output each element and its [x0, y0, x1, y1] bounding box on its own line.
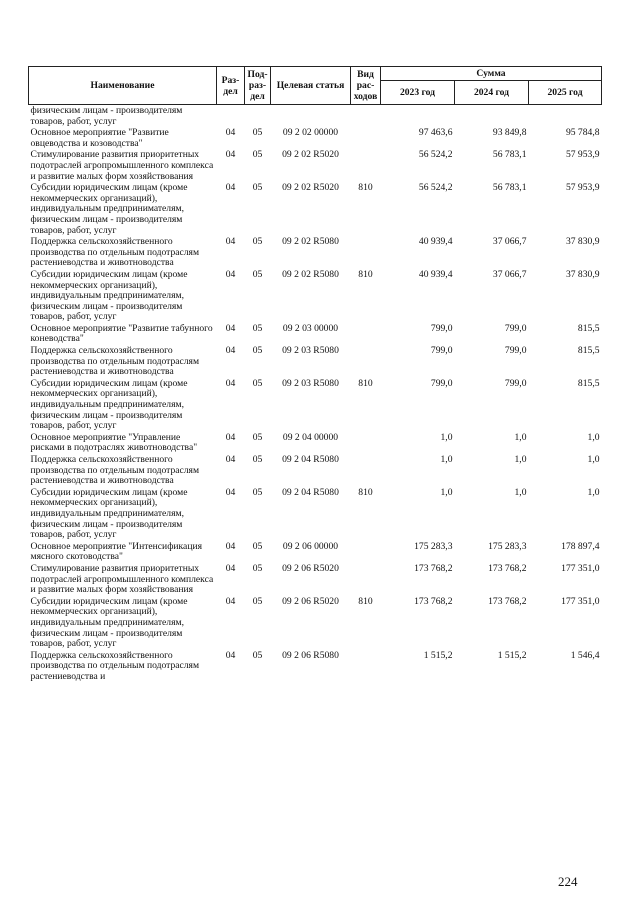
row-podrazdel: 05	[252, 127, 263, 139]
table-row	[29, 563, 602, 596]
row-sum-2024	[455, 105, 529, 128]
row-vid	[351, 323, 381, 345]
row-podrazdel: 05	[252, 454, 263, 465]
row-razdel	[217, 105, 245, 128]
row-name: Поддержка сельскохозяйственного производства по отдельным подотраслям растениеводства и животноводства	[30, 236, 200, 269]
row-vid	[351, 432, 381, 454]
row-sum-2024: 1,0	[514, 431, 527, 443]
row-sum-2025: 1,0	[587, 486, 600, 498]
row-vid	[351, 345, 381, 378]
table-row	[29, 454, 602, 487]
row-podrazdel: 05	[252, 236, 263, 248]
row-sum-2023: 1,0	[440, 454, 453, 465]
row-podrazdel: 05	[252, 322, 263, 334]
row-sum-2024: 799,0	[504, 322, 527, 334]
table-row	[29, 596, 602, 650]
page-number: 224	[558, 874, 578, 889]
table-header	[29, 67, 602, 105]
row-name: Основное мероприятие "Управление рисками в подотраслях животноводства"	[30, 431, 198, 454]
row-podrazdel: 05	[252, 345, 263, 357]
row-tselevaya: 09 2 02 R5080	[282, 268, 339, 280]
header-2023: 2023 год	[381, 81, 455, 105]
row-sum-2023: 97 463,6	[418, 127, 453, 139]
row-sum-2024: 173 768,2	[488, 595, 527, 607]
row-vid	[351, 650, 381, 683]
row-podrazdel: 05	[252, 377, 263, 389]
row-sum-2023: 799,0	[430, 322, 453, 334]
row-razdel: 04	[225, 431, 236, 443]
row-razdel: 04	[225, 182, 236, 194]
row-razdel: 04	[225, 562, 236, 574]
row-podrazdel: 05	[252, 182, 263, 194]
row-razdel: 04	[225, 127, 236, 139]
header-name: Наименование	[29, 67, 217, 105]
row-sum-2024: 1 515,2	[497, 649, 527, 661]
row-sum-2023: 1,0	[440, 486, 453, 498]
row-vid	[351, 105, 381, 128]
row-sum-2023	[381, 105, 455, 128]
row-name: физическим лицам - производителям товаров, работ, услуг	[30, 105, 183, 127]
row-sum-2023: 1,0	[440, 431, 453, 443]
row-sum-2024: 1,0	[514, 454, 527, 465]
row-podrazdel: 05	[252, 649, 263, 661]
table-row	[29, 182, 602, 236]
header-vid: Вид рас-ходов	[351, 67, 381, 105]
row-tselevaya: 09 2 04 R5080	[282, 486, 339, 498]
row-sum-2025: 37 830,9	[565, 236, 600, 248]
row-podrazdel: 05	[252, 486, 263, 498]
row-razdel: 04	[225, 149, 236, 161]
row-razdel: 04	[225, 345, 236, 357]
row-sum-2024: 56 783,1	[492, 149, 527, 161]
row-vid	[351, 563, 381, 596]
row-razdel: 04	[225, 236, 236, 248]
row-name: Поддержка сельскохозяйственного производства по отдельным подотраслям растениеводства и	[30, 649, 200, 682]
row-vid: 810	[358, 268, 373, 280]
row-name: Стимулирование развития приоритетных подотраслей агропромышленного комплекса и развитие малых форм хозяйствования	[30, 149, 214, 182]
row-tselevaya: 09 2 03 00000	[282, 322, 339, 334]
row-sum-2025	[529, 105, 602, 128]
row-sum-2024: 175 283,3	[488, 540, 527, 552]
row-sum-2024: 799,0	[504, 377, 527, 389]
row-sum-2025: 1,0	[587, 431, 600, 443]
row-sum-2025: 815,5	[577, 345, 600, 357]
row-vid	[351, 236, 381, 269]
row-tselevaya: 09 2 04 R5080	[282, 454, 339, 465]
row-razdel: 04	[225, 322, 236, 334]
table-row	[29, 487, 602, 541]
row-name: Основное мероприятие "Развитие табунного коневодства"	[30, 322, 213, 345]
row-sum-2023: 56 524,2	[418, 182, 453, 194]
table-row	[29, 149, 602, 182]
table-row	[29, 127, 602, 149]
row-sum-2024: 1,0	[514, 486, 527, 498]
row-sum-2024: 173 768,2	[488, 562, 527, 574]
header-tselevaya: Целевая статья	[271, 67, 351, 105]
row-podrazdel: 05	[252, 562, 263, 574]
row-vid	[351, 149, 381, 182]
row-tselevaya	[271, 105, 351, 128]
row-tselevaya: 09 2 06 00000	[282, 540, 339, 552]
header-2024: 2024 год	[455, 81, 529, 105]
budget-table	[28, 66, 602, 682]
row-sum-2025: 177 351,0	[561, 562, 600, 574]
header-summa: Сумма	[381, 67, 602, 81]
row-tselevaya: 09 2 06 R5020	[282, 595, 339, 607]
row-vid	[351, 541, 381, 563]
row-razdel: 04	[225, 649, 236, 661]
row-tselevaya: 09 2 02 R5020	[282, 182, 339, 194]
row-name: Субсидии юридическим лицам (кроме некоммерческих организаций), индивидуальным предпринимателям, физическим лицам - производителям товаров, работ, услуг	[30, 182, 188, 236]
row-razdel: 04	[225, 377, 236, 389]
row-name: Стимулирование развития приоритетных подотраслей агропромышленного комплекса и развитие малых форм хозяйствования	[30, 562, 214, 596]
table-row	[29, 378, 602, 432]
row-vid: 810	[358, 182, 373, 194]
row-sum-2025: 815,5	[577, 322, 600, 334]
row-sum-2023: 799,0	[430, 345, 453, 357]
row-sum-2024: 37 066,7	[492, 268, 527, 280]
row-tselevaya: 09 2 06 R5020	[282, 562, 339, 574]
table-row	[29, 105, 602, 128]
row-tselevaya: 09 2 06 R5080	[282, 649, 339, 661]
row-name: Основное мероприятие "Интенсификация мясного скотоводства"	[30, 540, 202, 563]
row-tselevaya: 09 2 02 00000	[282, 127, 339, 139]
row-tselevaya: 09 2 03 R5080	[282, 377, 339, 389]
row-name: Субсидии юридическим лицам (кроме некоммерческих организаций), индивидуальным предпринимателям, физическим лицам - производителям товаров, работ, услуг	[30, 486, 188, 541]
row-vid	[351, 454, 381, 487]
row-sum-2025: 1 546,4	[570, 649, 600, 661]
row-razdel: 04	[225, 595, 236, 607]
row-sum-2025: 95 784,8	[565, 127, 600, 139]
row-sum-2025: 178 897,4	[561, 540, 600, 552]
row-sum-2024: 799,0	[504, 345, 527, 357]
table-row	[29, 345, 602, 378]
row-name: Субсидии юридическим лицам (кроме некоммерческих организаций), индивидуальным предпринимателям, физическим лицам - производителям товаров, работ, услуг	[30, 268, 188, 323]
row-vid: 810	[358, 595, 373, 607]
row-tselevaya: 09 2 02 R5020	[282, 149, 339, 161]
row-name: Основное мероприятие "Развитие овцеводства и козоводства"	[30, 127, 169, 149]
table-row	[29, 323, 602, 345]
row-podrazdel: 05	[252, 431, 263, 443]
table-body	[29, 105, 602, 683]
table-row	[29, 236, 602, 269]
row-sum-2025: 177 351,0	[561, 595, 600, 607]
row-sum-2025: 57 953,9	[565, 149, 600, 161]
row-tselevaya: 09 2 03 R5080	[282, 345, 339, 357]
table-row	[29, 541, 602, 563]
row-name: Субсидии юридическим лицам (кроме некоммерческих организаций), индивидуальным предпринимателям, физическим лицам - производителям товаров, работ, услуг	[30, 595, 188, 650]
row-razdel: 04	[225, 540, 236, 552]
row-vid: 810	[358, 377, 373, 389]
row-podrazdel: 05	[252, 268, 263, 280]
table-row	[29, 269, 602, 323]
row-razdel: 04	[225, 454, 236, 465]
header-podrazdel: Под-раз-дел	[245, 67, 271, 105]
header-2025: 2025 год	[529, 81, 602, 105]
row-tselevaya: 09 2 02 R5080	[282, 236, 339, 248]
row-name: Субсидии юридическим лицам (кроме некоммерческих организаций), индивидуальным предпринимателям, физическим лицам - производителям товаров, работ, услуг	[30, 377, 188, 432]
row-sum-2025: 1,0	[587, 454, 600, 465]
row-podrazdel: 05	[252, 149, 263, 161]
row-sum-2023: 1 515,2	[423, 649, 453, 661]
row-sum-2023: 799,0	[430, 377, 453, 389]
row-tselevaya: 09 2 04 00000	[282, 431, 339, 443]
row-sum-2024: 93 849,8	[492, 127, 527, 139]
row-sum-2023: 173 768,2	[414, 595, 453, 607]
row-razdel: 04	[225, 486, 236, 498]
row-podrazdel: 05	[252, 540, 263, 552]
row-podrazdel: 05	[252, 595, 263, 607]
row-sum-2023: 175 283,3	[414, 540, 453, 552]
header-razdel: Раз-дел	[217, 67, 245, 105]
row-sum-2023: 173 768,2	[414, 562, 453, 574]
row-sum-2023: 40 939,4	[418, 268, 453, 280]
row-podrazdel	[245, 105, 271, 128]
row-sum-2023: 40 939,4	[418, 236, 453, 248]
row-sum-2024: 37 066,7	[492, 236, 527, 248]
row-sum-2023: 56 524,2	[418, 149, 453, 161]
table-row	[29, 432, 602, 454]
table-row	[29, 650, 602, 683]
row-sum-2025: 57 953,9	[565, 182, 600, 194]
row-vid: 810	[358, 486, 373, 498]
row-sum-2024: 56 783,1	[492, 182, 527, 194]
row-vid	[351, 127, 381, 149]
row-name: Поддержка сельскохозяйственного производства по отдельным подотраслям растениеводства и животноводства	[30, 454, 200, 487]
row-sum-2025: 37 830,9	[565, 268, 600, 280]
row-name: Поддержка сельскохозяйственного производства по отдельным подотраслям растениеводства и животноводства	[30, 345, 200, 378]
row-razdel: 04	[225, 268, 236, 280]
row-sum-2025: 815,5	[577, 377, 600, 389]
